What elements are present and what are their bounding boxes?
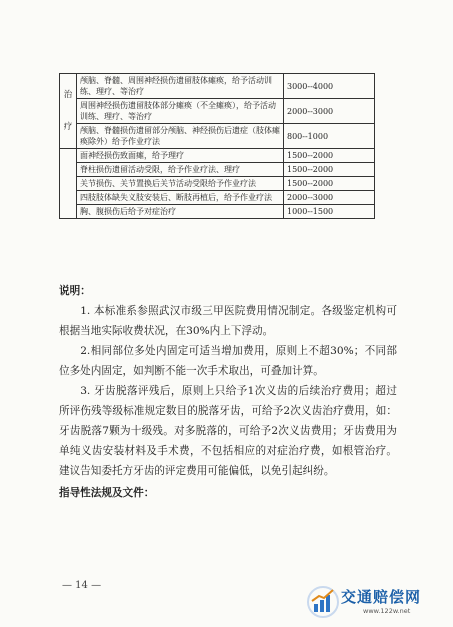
fee-range: 800--1000 — [284, 124, 375, 149]
category-cell-empty — [60, 149, 77, 219]
table-row — [60, 74, 375, 99]
treatment-item: 面神经损伤致面瘫，给予理疗 — [77, 149, 284, 163]
notes-heading: 说明： — [59, 285, 91, 297]
treatment-item: 颅脑、脊髓损伤遗留部分颅脑、神经损伤后遗症（肢体瘫痪除外）给予作业疗法 — [77, 124, 284, 149]
treatment-item: 周围神经损伤遗留肢体部分瘫痪（不全瘫痪），给予活动训练、理疗、等治疗 — [77, 99, 284, 124]
fee-range: 1000--1500 — [284, 205, 375, 219]
treatment-item: 脊柱损伤遗留活动受限，给予作业疗法、理疗 — [77, 163, 284, 177]
table-row — [60, 99, 375, 124]
fee-table — [59, 73, 375, 219]
watermark-name: 交通赔偿网 — [341, 588, 422, 606]
table-row — [60, 205, 375, 219]
watermark-url: www.122w.net — [363, 607, 411, 615]
treatment-item: 胸、腹损伤后给予对症治疗 — [77, 205, 284, 219]
note-3: 3. 牙齿脱落评残后，原则上只给予1次义齿的后续治疗费用；超过所评伤残等级标准规定数目的脱落牙齿，可给予2次义齿治疗费用，如：牙齿脱落7颗为十级残。对多脱落的，可给予2次义齿费用；牙齿费用为单纯义齿安装材料及手术费，不包括相应的对症治疗费，如根管治疗。建议告知委托方牙齿的评定费用可能偏低，以免引起纠纷。 — [59, 385, 397, 477]
category-bottom: 疗 — [63, 122, 73, 132]
category-cell — [60, 74, 77, 149]
fee-range: 1500--2000 — [284, 163, 375, 177]
table-row — [60, 163, 375, 177]
category-top: 治 — [63, 90, 73, 100]
treatment-item: 四肢肢体缺失义肢安装后、断肢再植后，给予作业疗法 — [77, 191, 284, 205]
table-row — [60, 177, 375, 191]
fee-range: 2000--3000 — [284, 99, 375, 124]
page-number: — 14 — — [62, 580, 102, 591]
fee-range: 3000--4000 — [284, 74, 375, 99]
fee-range: 2000--3000 — [284, 191, 375, 205]
fee-range: 1500--2000 — [284, 177, 375, 191]
table-row — [60, 149, 375, 163]
fee-range: 1500--2000 — [284, 149, 375, 163]
note-2: 2.相同部位多处内固定可适当增加费用，原则上不超30%；不同部位多处内固定，如判断不能一次手术取出，可叠加计算。 — [59, 345, 397, 377]
notes-section — [59, 281, 397, 503]
watermark-logo — [305, 582, 445, 622]
regulations-heading: 指导性法规及文件： — [59, 487, 155, 499]
table-row — [60, 191, 375, 205]
table-row — [60, 124, 375, 149]
note-1: 1. 本标准系参照武汉市级三甲医院费用情况制定。各级鉴定机构可根据当地实际收费状况，在30%内上下浮动。 — [59, 305, 397, 337]
treatment-item: 颅脑、脊髓、周围神经损伤遗留肢体瘫痪，给予活动训练、理疗、等治疗 — [77, 74, 284, 99]
chart-logo-icon — [307, 585, 339, 619]
treatment-item: 关节损伤、关节置换后关节活动受限给予作业疗法 — [77, 177, 284, 191]
